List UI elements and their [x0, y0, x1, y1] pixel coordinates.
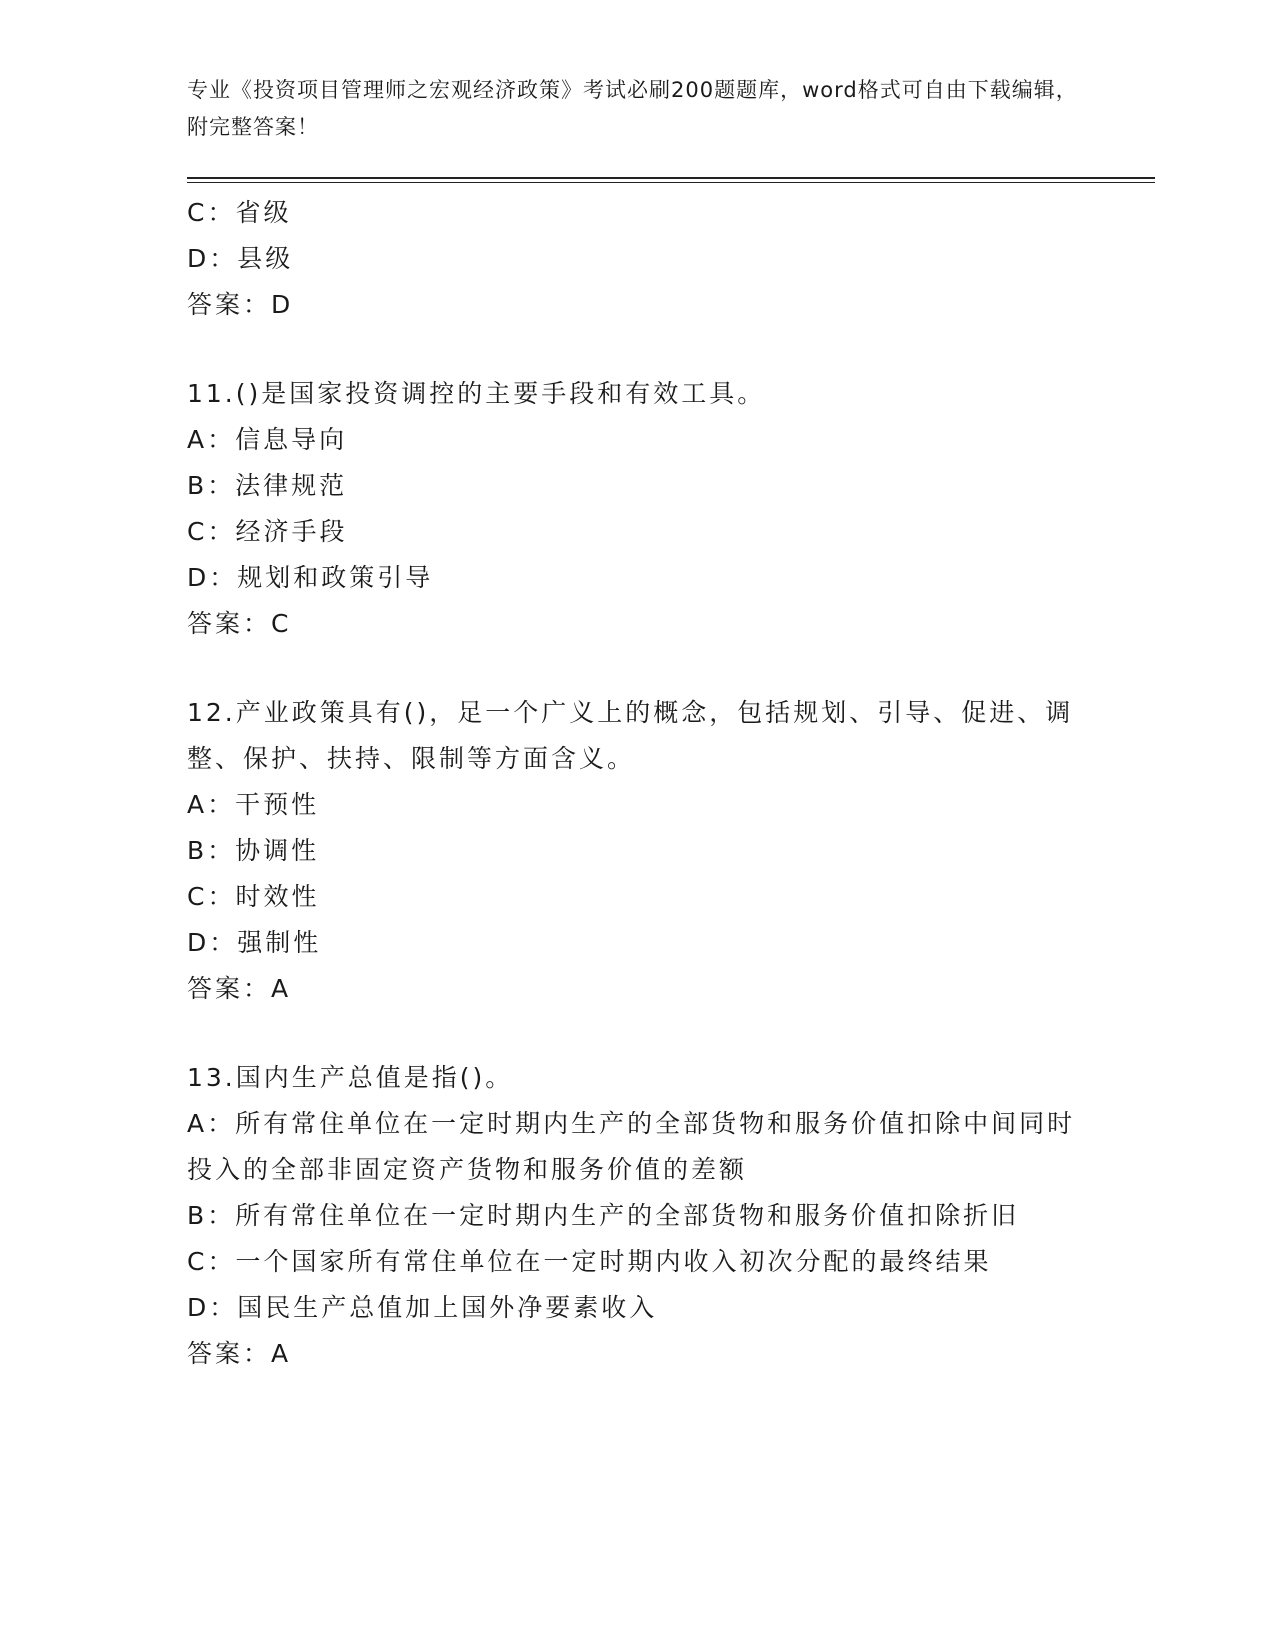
answer: 答案：A: [187, 1339, 292, 1368]
question-11: [187, 371, 1087, 647]
option-c: C：时效性: [187, 882, 320, 911]
question-stem: 11.()是国家投资调控的主要手段和有效工具。: [187, 379, 766, 408]
option-d: D：强制性: [187, 928, 322, 957]
option-a: A：所有常住单位在一定时期内生产的全部货物和服务价值扣除中间同时投入的全部非固定资产货物和服务价值的差额: [187, 1109, 1076, 1184]
option-a: A：信息导向: [187, 425, 348, 454]
option-d: D：县级: [187, 244, 294, 273]
header-divider-thick: [187, 177, 1155, 179]
question-stem: 12.产业政策具有()，足一个广义上的概念，包括规划、引导、促进、调整、保护、扶持、限制等方面含义。: [187, 698, 1074, 773]
answer: 答案：D: [187, 290, 294, 319]
question-stem: 13.国内生产总值是指()。: [187, 1063, 514, 1092]
question-12: [187, 690, 1087, 1012]
previous-question-tail: [187, 190, 1087, 328]
header-divider-thin: [187, 182, 1155, 183]
option-d: D：规划和政策引导: [187, 563, 434, 592]
option-b: B：所有常住单位在一定时期内生产的全部货物和服务价值扣除折旧: [187, 1201, 1020, 1230]
question-13: [187, 1055, 1087, 1377]
option-c: C：一个国家所有常住单位在一定时期内收入初次分配的最终结果: [187, 1247, 992, 1276]
question-list: [187, 190, 1087, 1377]
answer: 答案：A: [187, 974, 292, 1003]
option-a: A：干预性: [187, 790, 320, 819]
option-d: D：国民生产总值加上国外净要素收入: [187, 1293, 658, 1322]
answer: 答案：C: [187, 609, 292, 638]
option-c: C：经济手段: [187, 517, 348, 546]
option-c: C：省级: [187, 198, 292, 227]
option-b: B：协调性: [187, 836, 320, 865]
document-header: 专业《投资项目管理师之宏观经济政策》考试必刷200题题库，word格式可自由下载编辑，附完整答案！: [187, 78, 1078, 139]
option-b: B：法律规范: [187, 471, 348, 500]
